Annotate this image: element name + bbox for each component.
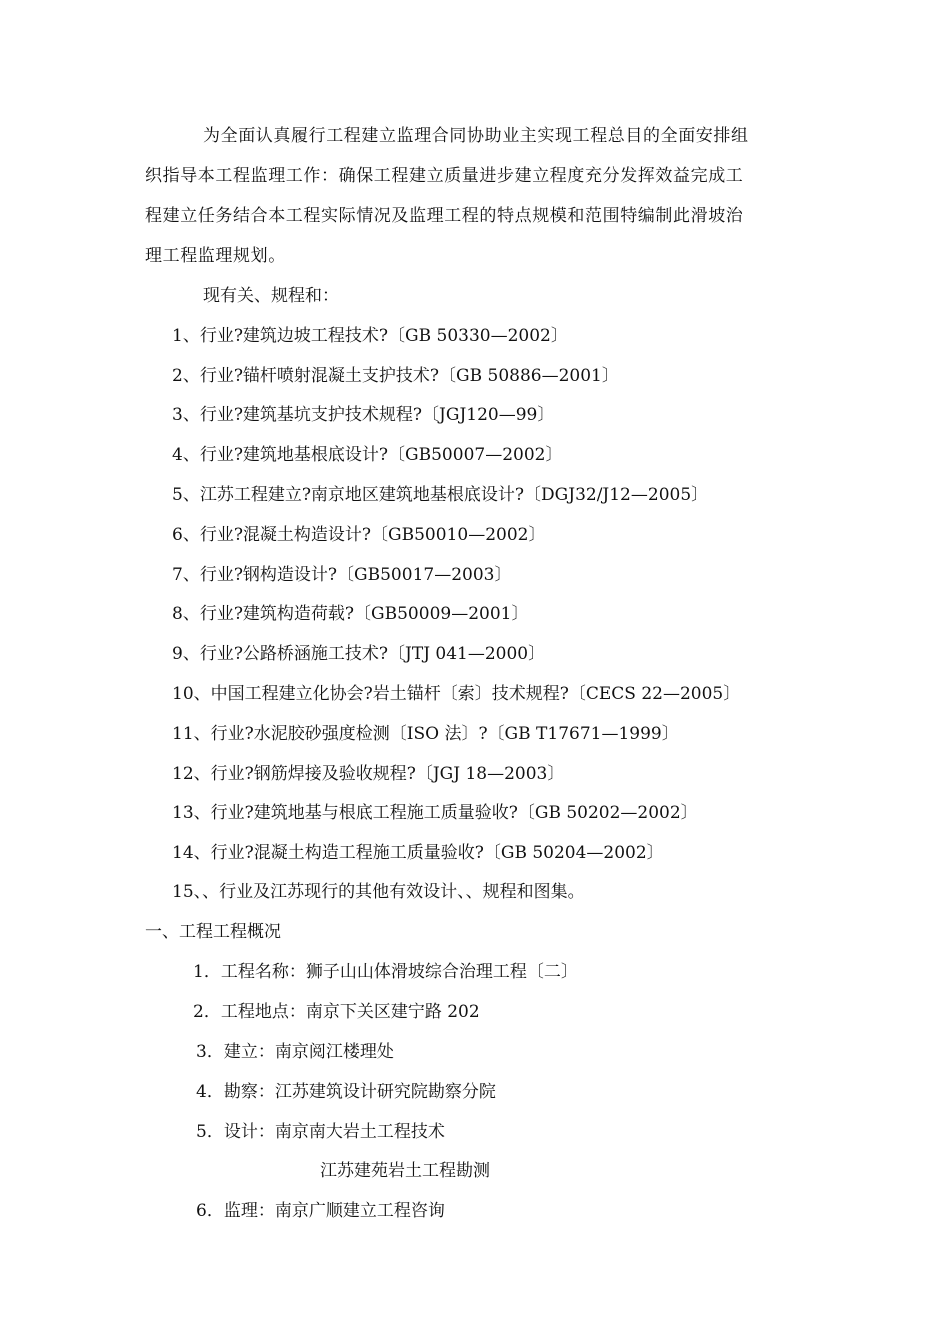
project-item: 4．勘察：江苏建筑设计研究院勘察分院 xyxy=(196,1082,496,1102)
project-item-continuation: 江苏建苑岩土工程勘测 xyxy=(320,1161,490,1181)
intro-line-1: 为全面认真履行工程建立监理合同协助业主实现工程总目的全面安排组 xyxy=(203,126,749,146)
intro-line-3: 程建立任务结合本工程实际情况及监理工程的特点规模和范围特编制此滑坡治 xyxy=(145,206,744,226)
ref-item: 3、行业?建筑基坑支护技术规程?〔JGJ120—99〕 xyxy=(172,405,555,425)
project-item: 5．设计：南京南大岩土工程技术 xyxy=(196,1122,445,1142)
project-item: 3．建立：南京阅江楼理处 xyxy=(196,1042,394,1062)
ref-item: 5、江苏工程建立?南京地区建筑地基根底设计?〔DGJ32/J12—2005〕 xyxy=(172,485,709,505)
ref-item: 14、行业?混凝土构造工程施工质量验收?〔GB 50204—2002〕 xyxy=(172,843,664,863)
ref-item: 1、行业?建筑边坡工程技术?〔GB 50330—2002〕 xyxy=(172,326,568,346)
refs-heading: 现有关、规程和： xyxy=(203,286,339,306)
ref-item: 12、行业?钢筋焊接及验收规程?〔JGJ 18—2003〕 xyxy=(172,764,565,784)
ref-item: 10、中国工程建立化协会?岩土锚杆〔索〕技术规程?〔CECS 22—2005〕 xyxy=(172,684,741,704)
project-item: 6．监理：南京广顺建立工程咨询 xyxy=(196,1201,445,1221)
ref-item: 8、行业?建筑构造荷载?〔GB50009—2001〕 xyxy=(172,604,529,624)
ref-item: 11、行业?水泥胶砂强度检测〔ISO 法〕?〔GB T17671—1999〕 xyxy=(172,724,679,744)
intro-line-4: 理工程监理规划。 xyxy=(145,246,286,266)
ref-item: 9、行业?公路桥涵施工技术?〔JTJ 041—2000〕 xyxy=(172,644,546,664)
intro-line-2: 织指导本工程监理工作：确保工程建立质量进步建立程度充分发挥效益完成工 xyxy=(145,166,744,186)
ref-item: 4、行业?建筑地基根底设计?〔GB50007—2002〕 xyxy=(172,445,563,465)
project-item: 2．工程地点：南京下关区建宁路 202 xyxy=(193,1002,480,1022)
ref-item: 2、行业?锚杆喷射混凝土支护技术?〔GB 50886—2001〕 xyxy=(172,366,619,386)
ref-item: 15、、行业及江苏现行的其他有效设计、、规程和图集。 xyxy=(172,882,585,902)
project-item: 1．工程名称：狮子山山体滑坡综合治理工程〔二〕 xyxy=(193,962,578,982)
ref-item: 7、行业?钢构造设计?〔GB50017—2003〕 xyxy=(172,565,512,585)
ref-item: 13、行业?建筑地基与根底工程施工质量验收?〔GB 50202—2002〕 xyxy=(172,803,698,823)
section-heading: 一、工程工程概况 xyxy=(145,922,281,942)
ref-item: 6、行业?混凝土构造设计?〔GB50010—2002〕 xyxy=(172,525,546,545)
